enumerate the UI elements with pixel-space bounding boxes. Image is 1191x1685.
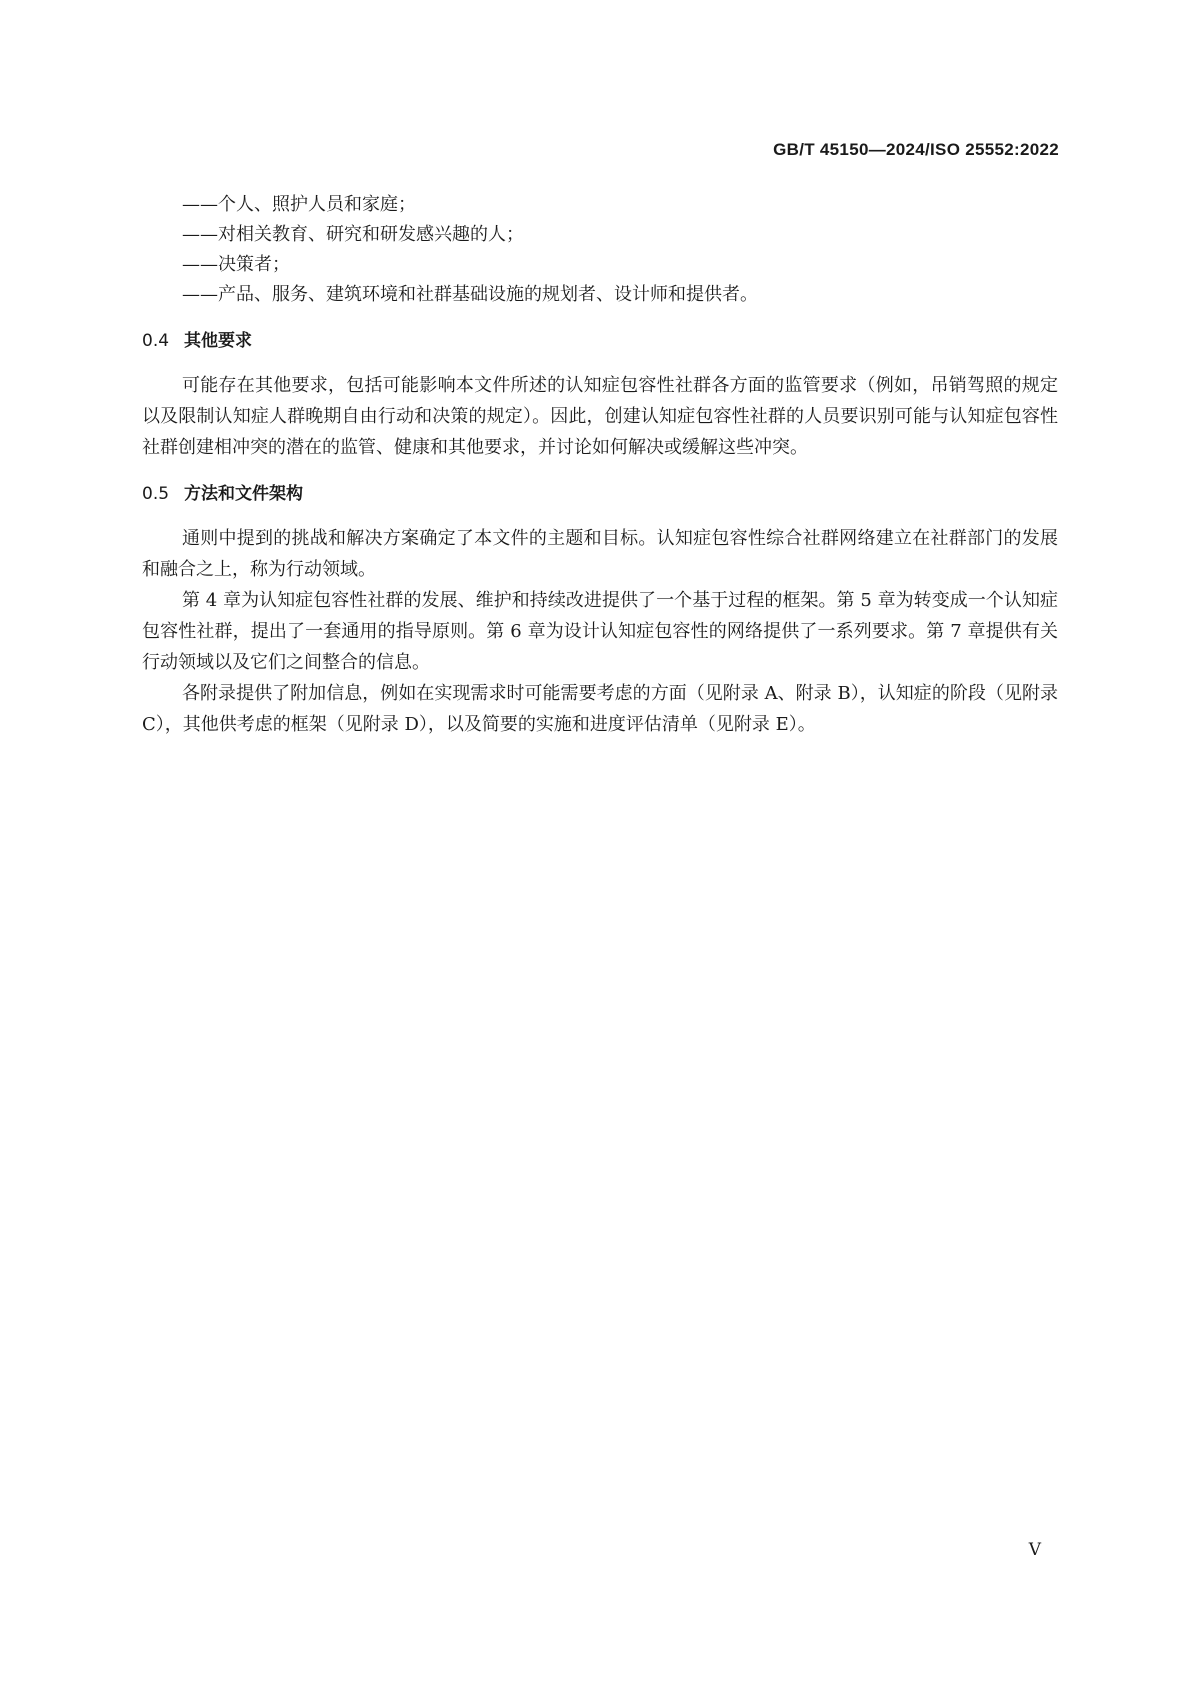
list-item: ——产品、服务、建筑环境和社群基础设施的规划者、设计师和提供者。 [182, 284, 758, 305]
section-heading-0-5 [142, 479, 1058, 509]
section-title: 方法和文件架构 [184, 484, 303, 504]
section-number: 0.4 [142, 331, 170, 351]
list-item: ——决策者； [182, 254, 290, 275]
section-heading-0-4 [142, 326, 1058, 356]
list-item: ——个人、照护人员和家庭； [182, 194, 416, 215]
section-number: 0.5 [142, 484, 170, 504]
list-item: ——对相关教育、研究和研发感兴趣的人； [182, 224, 524, 245]
page-content [142, 190, 1058, 740]
audience-list [142, 190, 1058, 310]
section-title: 其他要求 [184, 331, 252, 351]
paragraph: 可能存在其他要求，包括可能影响本文件所述的认知症包容性社群各方面的监管要求（例如，吊销驾照的规定以及限制认知症人群晚期自由行动和决策的规定）。因此，创建认知症包容性社群的人员要识别可能与认知症包容性社群创建相冲突的潜在的监管、健康和其他要求，并讨论如何解决或缓解这些冲突。 [142, 375, 1058, 458]
standard-code: GB/T 45150—2024/ISO 25552:2022 [773, 140, 1059, 159]
page-number: V [1028, 1540, 1041, 1560]
paragraph: 各附录提供了附加信息，例如在实现需求时可能需要考虑的方面（见附录 A、附录 B），认知症的阶段（见附录 C），其他供考虑的框架（见附录 D），以及简要的实施和进度评估清单（见附录 E）。 [142, 683, 1058, 735]
paragraph: 第 4 章为认知症包容性社群的发展、维护和持续改进提供了一个基于过程的框架。第 5 章为转变成一个认知症包容性社群，提出了一套通用的指导原则。第 6 章为设计认知症包容性的网络提供了一系列要求。第 7 章提供有关行动领域以及它们之间整合的信息。 [142, 590, 1058, 673]
paragraph: 通则中提到的挑战和解决方案确定了本文件的主题和目标。认知症包容性综合社群网络建立在社群部门的发展和融合之上，称为行动领域。 [142, 528, 1058, 580]
